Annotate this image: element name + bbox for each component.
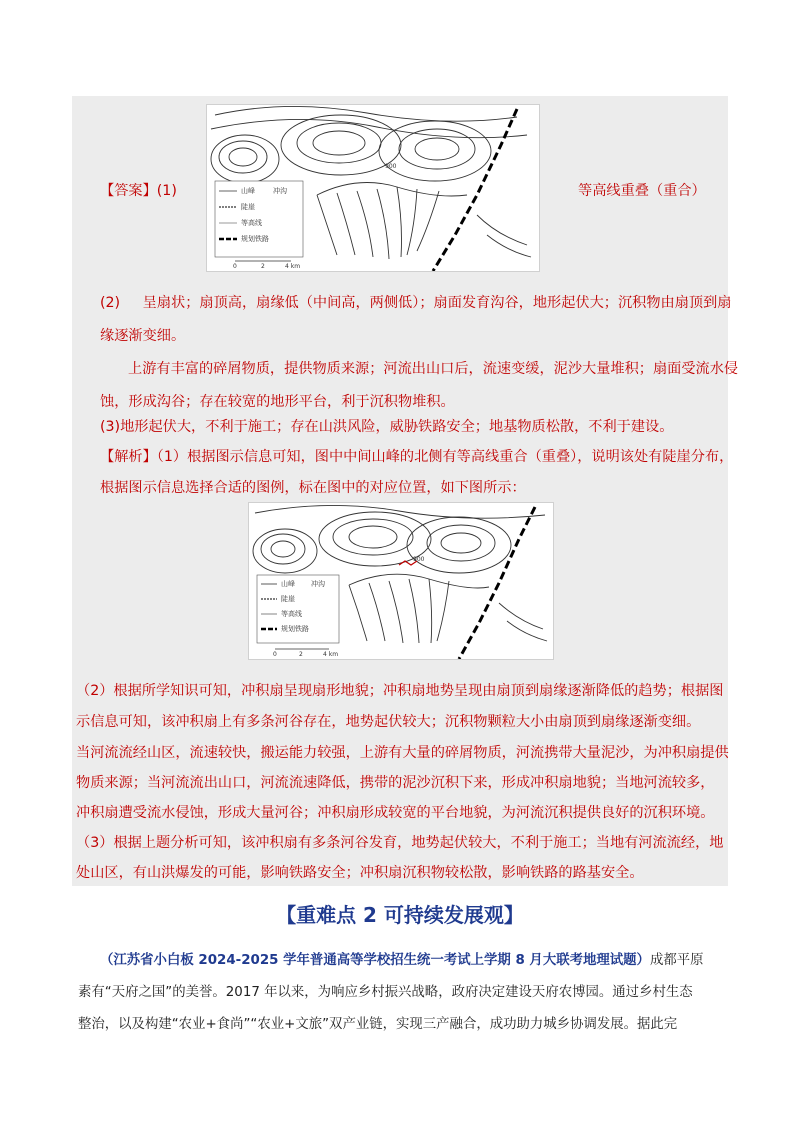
analysis-p1-line1 [100,444,733,471]
analysis-p1-text: （1）根据图示信息可知，图中中间山峰的北侧有等高线重合（重叠），说明该处有陡崖分布， [156,449,734,465]
answer-part2-num: (2) [100,295,121,311]
answer-part1-text: 等高线重叠（重合） [578,183,706,199]
map2-legend [257,575,339,643]
map2-legend-1: 山峰 [281,580,295,588]
analysis-p2-line3: 当河流流经山区，流速较快，搬运能力较强，上游有大量的碎屑物质，河流携带大量泥沙，为冲积扇提供 [76,745,729,761]
answer-part2-line2: 缘逐渐变细。 [100,328,186,344]
answer-part2b-line2: 蚀，形成沟谷；存在较宽的地形平台，利于沉积物堆积。 [100,394,455,410]
map1-legend-3: 陡崖 [241,203,255,211]
map1-legend-1: 山峰 [241,187,255,195]
map2-scale-4: 4 km [323,651,339,658]
analysis-p2-line5: 冲积扇遭受流水侵蚀，形成大量河谷；冲积扇形成较宽的平台地貌，为河流沉积提供良好的沉积环境。 [76,805,715,821]
analysis-p3-line1: （3）根据上题分析可知，该冲积扇有多条河谷发育，地势起伏较大，不利于施工；当地有河流流经，地 [76,835,724,851]
question-line1-tail: 成都平原 [649,953,704,968]
answer-part2-text1: 呈扇状；扇顶高，扇缘低（中间高，两侧低）；扇面发育沟谷，地形起伏大；沉积物由扇顶到扇 [142,295,732,311]
map2-legend-5: 规划铁路 [281,625,309,633]
answer-part2b-line1: 上游有丰富的碎屑物质，提供物质来源；河流出山口后，流速变缓，泥沙大量堆积；扇面受流水侵 [128,361,739,377]
question-source: （江苏省小白板 2024-2025 学年普通高等学校招生统一考试上学期 8 月大联考地理试题） [100,953,650,968]
map2-scale-0: 0 [273,651,277,658]
map1-scale-4: 4 km [285,263,301,270]
question-line3: 整治，以及构建“农业+食尚”“农业+文旅”双产业链，实现三产融合，成功助力城乡协调发展。据此完 [78,1017,678,1032]
section-title: 【重难点 2 可持续发展观】 [276,903,524,927]
answer-part3: (3)地形起伏大，不利于施工；存在山洪风险，威胁铁路安全；地基物质松散，不利于建设。 [100,419,674,435]
analysis-p2-line4: 物质来源；当河流流出山口，河流流速降低，携带的泥沙沉积下来，形成冲积扇地貌；当地河流较多， [76,775,715,791]
analysis-p2-line1: （2）根据所学知识可知，冲积扇呈现扇形地貌；冲积扇地势呈现由扇顶到扇缘逐渐降低的趋势；根据图 [76,683,724,699]
map2-legend-3: 陡崖 [281,595,295,603]
question-line2: 素有“天府之国”的美誉。2017 年以来，为响应乡村振兴战略，政府决定建设天府农博园。通过乡村生态 [78,985,693,1000]
map1-legend [215,181,303,257]
question-line1 [100,946,712,976]
contour-map-2-svg [249,503,553,659]
analysis-p3-line2: 处山区，有山洪爆发的可能，影响铁路安全；冲积扇沉积物较松散，影响铁路的路基安全。 [76,865,644,881]
analysis-p1-line2: 根据图示信息选择合适的图例，标在图中的对应位置，如下图所示： [100,480,526,496]
map1-legend-2: 冲沟 [273,187,287,195]
map1-legend-4: 等高线 [241,219,262,227]
contour-map-1 [206,104,540,272]
map1-scale-2: 2 [261,263,265,270]
answer-part1 [100,178,177,205]
map1-scale-0: 0 [233,263,237,270]
analysis-p2-line2: 示信息可知，该冲积扇上有多条河谷存在，地势起伏较大；沉积物颗粒大小由扇顶到扇缘逐渐变细。 [76,714,701,730]
map2-legend-2: 冲沟 [311,580,325,588]
analysis-tag: 【解析】 [100,449,157,465]
answer-tag: 【答案】 [100,183,157,199]
map2-scale-2: 2 [299,651,303,658]
answer-part2-line1 [100,290,731,317]
contour-map-2 [248,502,554,660]
map2-contour-label: 900 [413,556,425,563]
map1-contour-label: 900 [385,163,397,170]
answer-part1-num: (1) [156,183,177,199]
map2-legend-4: 等高线 [281,610,302,618]
map1-legend-5: 规划铁路 [241,235,269,243]
contour-map-1-svg [207,105,539,271]
